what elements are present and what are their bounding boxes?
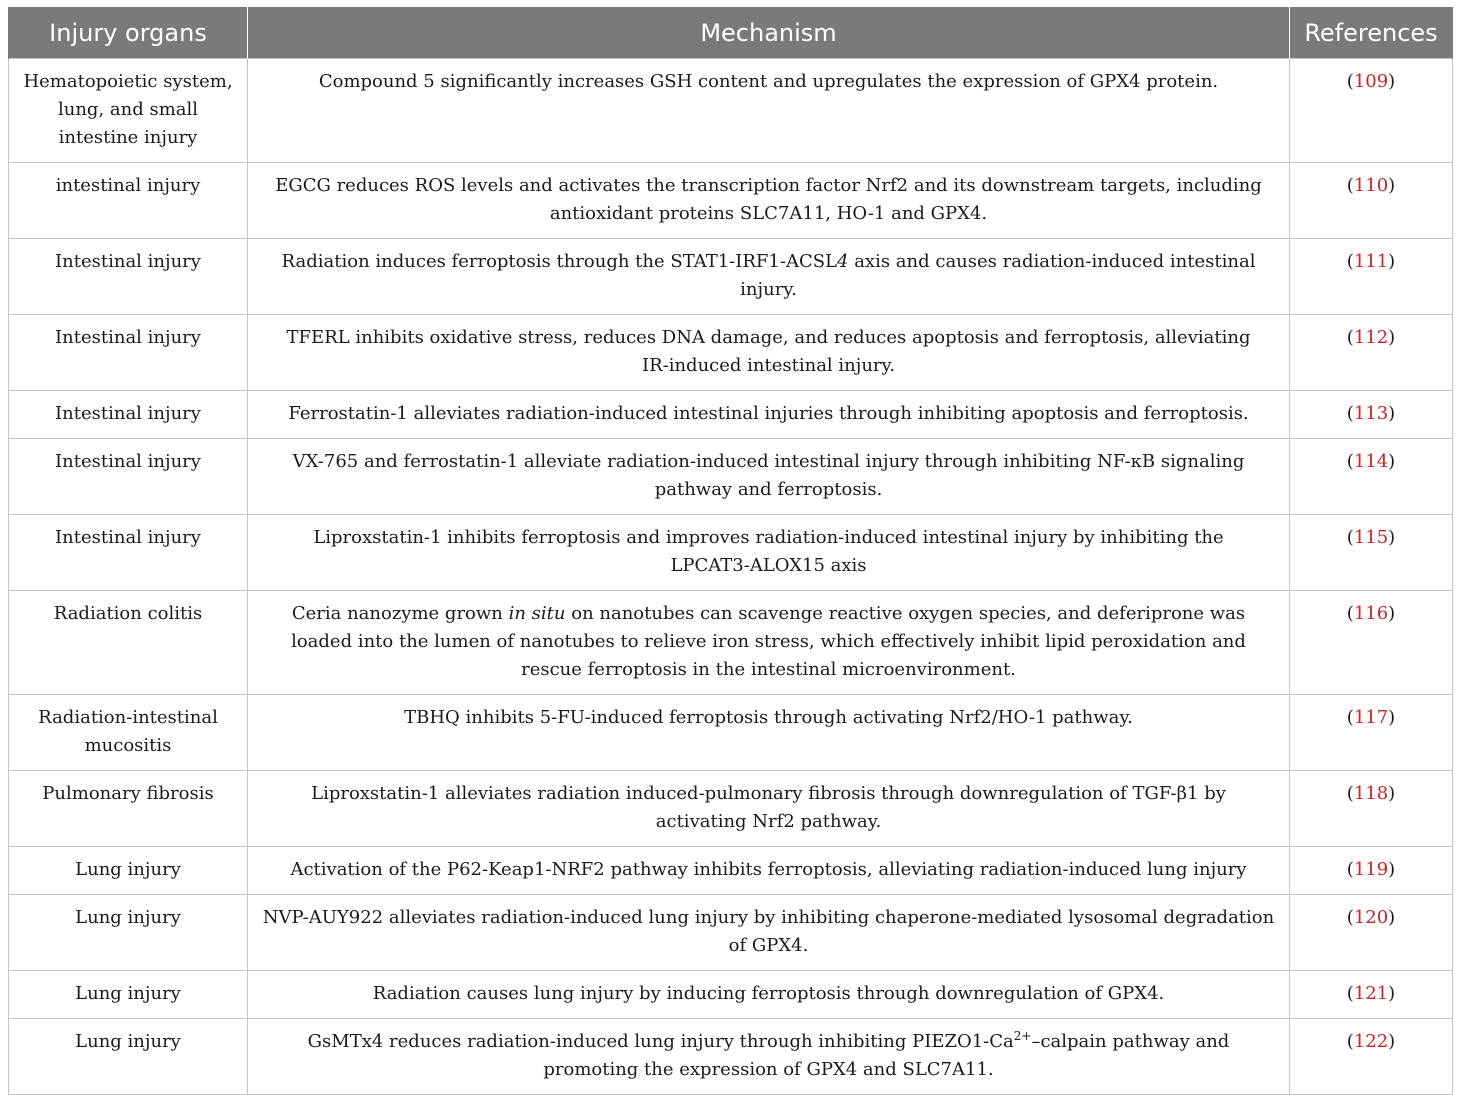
organ-cell: Intestinal injury	[9, 515, 248, 591]
mechanism-cell: TBHQ inhibits 5-FU-induced ferroptosis through activating Nrf2/HO-1 pathway.	[248, 695, 1290, 771]
reference-link[interactable]: 110	[1353, 175, 1389, 196]
reference-cell: (122)	[1290, 1019, 1453, 1095]
reference-cell: (109)	[1290, 59, 1453, 163]
organ-cell: Intestinal injury	[9, 391, 248, 439]
organ-cell: intestinal injury	[9, 163, 248, 239]
table-row	[9, 1019, 1453, 1095]
table-row	[9, 59, 1453, 163]
mechanism-superscript: 2+	[1013, 1029, 1032, 1043]
table-row	[9, 391, 1453, 439]
organ-cell: Intestinal injury	[9, 315, 248, 391]
organ-cell: Hematopoietic system, lung, and small intestine injury	[9, 59, 248, 163]
mechanism-cell	[248, 591, 1290, 695]
mechanism-italic-part: 4	[837, 251, 849, 272]
mechanism-text-part: GsMTx4 reduces radiation-induced lung injury through inhibiting PIEZO1-Ca	[307, 1031, 1014, 1052]
mechanism-cell: NVP-AUY922 alleviates radiation-induced lung injury by inhibiting chaperone-mediated lysosomal degradation of GPX4.	[248, 895, 1290, 971]
table-row	[9, 315, 1453, 391]
mechanism-cell	[248, 239, 1290, 315]
reference-cell: (118)	[1290, 771, 1453, 847]
table-row	[9, 895, 1453, 971]
table-row	[9, 695, 1453, 771]
mechanism-cell: Radiation causes lung injury by inducing ferroptosis through downregulation of GPX4.	[248, 971, 1290, 1019]
reference-link[interactable]: 120	[1353, 907, 1389, 928]
reference-link[interactable]: 113	[1353, 403, 1389, 424]
mechanism-cell: TFERL inhibits oxidative stress, reduces DNA damage, and reduces apoptosis and ferroptosis, alleviating IR-induced intestinal injury.	[248, 315, 1290, 391]
mechanism-text-part: on nanotubes can scavenge reactive oxygen species, and deferiprone was loaded into the lumen of nanotubes to relieve iron stress, which effectively inhibit lipid peroxidation and rescue ferroptosis in the intestinal microenvironment.	[291, 603, 1246, 680]
reference-cell: (115)	[1290, 515, 1453, 591]
organ-cell: Intestinal injury	[9, 239, 248, 315]
reference-cell: (111)	[1290, 239, 1453, 315]
reference-cell: (120)	[1290, 895, 1453, 971]
reference-cell: (110)	[1290, 163, 1453, 239]
mechanism-cell: EGCG reduces ROS levels and activates the transcription factor Nrf2 and its downstream targets, including antioxidant proteins SLC7A11, HO-1 and GPX4.	[248, 163, 1290, 239]
organ-cell: Lung injury	[9, 1019, 248, 1095]
reference-link[interactable]: 122	[1353, 1031, 1389, 1052]
header-mechanism: Mechanism	[248, 7, 1290, 59]
table-row	[9, 515, 1453, 591]
mechanism-cell: Activation of the P62-Keap1-NRF2 pathway inhibits ferroptosis, alleviating radiation-induced lung injury	[248, 847, 1290, 895]
mechanism-italic-part: in situ	[508, 603, 566, 624]
reference-link[interactable]: 116	[1353, 603, 1389, 624]
organ-cell: Lung injury	[9, 895, 248, 971]
reference-link[interactable]: 109	[1353, 71, 1389, 92]
reference-link[interactable]: 114	[1353, 451, 1389, 472]
organ-cell: Radiation colitis	[9, 591, 248, 695]
mechanism-text-part: Radiation induces ferroptosis through the STAT1-IRF1-ACSL	[281, 251, 838, 272]
table-row	[9, 591, 1453, 695]
organ-cell: Lung injury	[9, 847, 248, 895]
table-row	[9, 847, 1453, 895]
reference-cell: (116)	[1290, 591, 1453, 695]
organ-cell: Intestinal injury	[9, 439, 248, 515]
mechanism-text-part: –calpain pathway and promoting the expression of GPX4 and SLC7A11.	[543, 1031, 1230, 1080]
reference-link[interactable]: 111	[1353, 251, 1389, 272]
table-row	[9, 439, 1453, 515]
table-row	[9, 971, 1453, 1019]
mechanism-cell	[248, 1019, 1290, 1095]
reference-cell: (112)	[1290, 315, 1453, 391]
table-row	[9, 239, 1453, 315]
reference-link[interactable]: 112	[1353, 327, 1389, 348]
table-row	[9, 163, 1453, 239]
reference-link[interactable]: 118	[1353, 783, 1389, 804]
mechanism-cell: VX-765 and ferrostatin-1 alleviate radiation-induced intestinal injury through inhibiting NF-κB signaling pathway and ferroptosis.	[248, 439, 1290, 515]
mechanism-cell: Compound 5 significantly increases GSH content and upregulates the expression of GPX4 protein.	[248, 59, 1290, 163]
reference-cell: (117)	[1290, 695, 1453, 771]
organ-cell: Radiation-intestinal mucositis	[9, 695, 248, 771]
reference-cell: (121)	[1290, 971, 1453, 1019]
table-row	[9, 771, 1453, 847]
injury-mechanism-table	[8, 7, 1453, 1095]
reference-link[interactable]: 115	[1353, 527, 1389, 548]
reference-link[interactable]: 119	[1353, 859, 1389, 880]
mechanism-text-part: axis and causes radiation-induced intestinal injury.	[740, 251, 1256, 300]
reference-link[interactable]: 117	[1353, 707, 1389, 728]
mechanism-cell: Liproxstatin-1 alleviates radiation induced-pulmonary fibrosis through downregulation of TGF-β1 by activating Nrf2 pathway.	[248, 771, 1290, 847]
mechanism-cell: Liproxstatin-1 inhibits ferroptosis and improves radiation-induced intestinal injury by inhibiting the LPCAT3-ALOX15 axis	[248, 515, 1290, 591]
header-references: References	[1290, 7, 1453, 59]
organ-cell: Pulmonary fibrosis	[9, 771, 248, 847]
mechanism-text-part: Ceria nanozyme grown	[291, 603, 509, 624]
header-row	[9, 7, 1453, 59]
reference-cell: (119)	[1290, 847, 1453, 895]
reference-cell: (113)	[1290, 391, 1453, 439]
reference-cell: (114)	[1290, 439, 1453, 515]
table-container	[8, 7, 1452, 1095]
header-injury-organs: Injury organs	[9, 7, 248, 59]
organ-cell: Lung injury	[9, 971, 248, 1019]
reference-link[interactable]: 121	[1353, 983, 1389, 1004]
mechanism-cell: Ferrostatin-1 alleviates radiation-induced intestinal injuries through inhibiting apoptosis and ferroptosis.	[248, 391, 1290, 439]
